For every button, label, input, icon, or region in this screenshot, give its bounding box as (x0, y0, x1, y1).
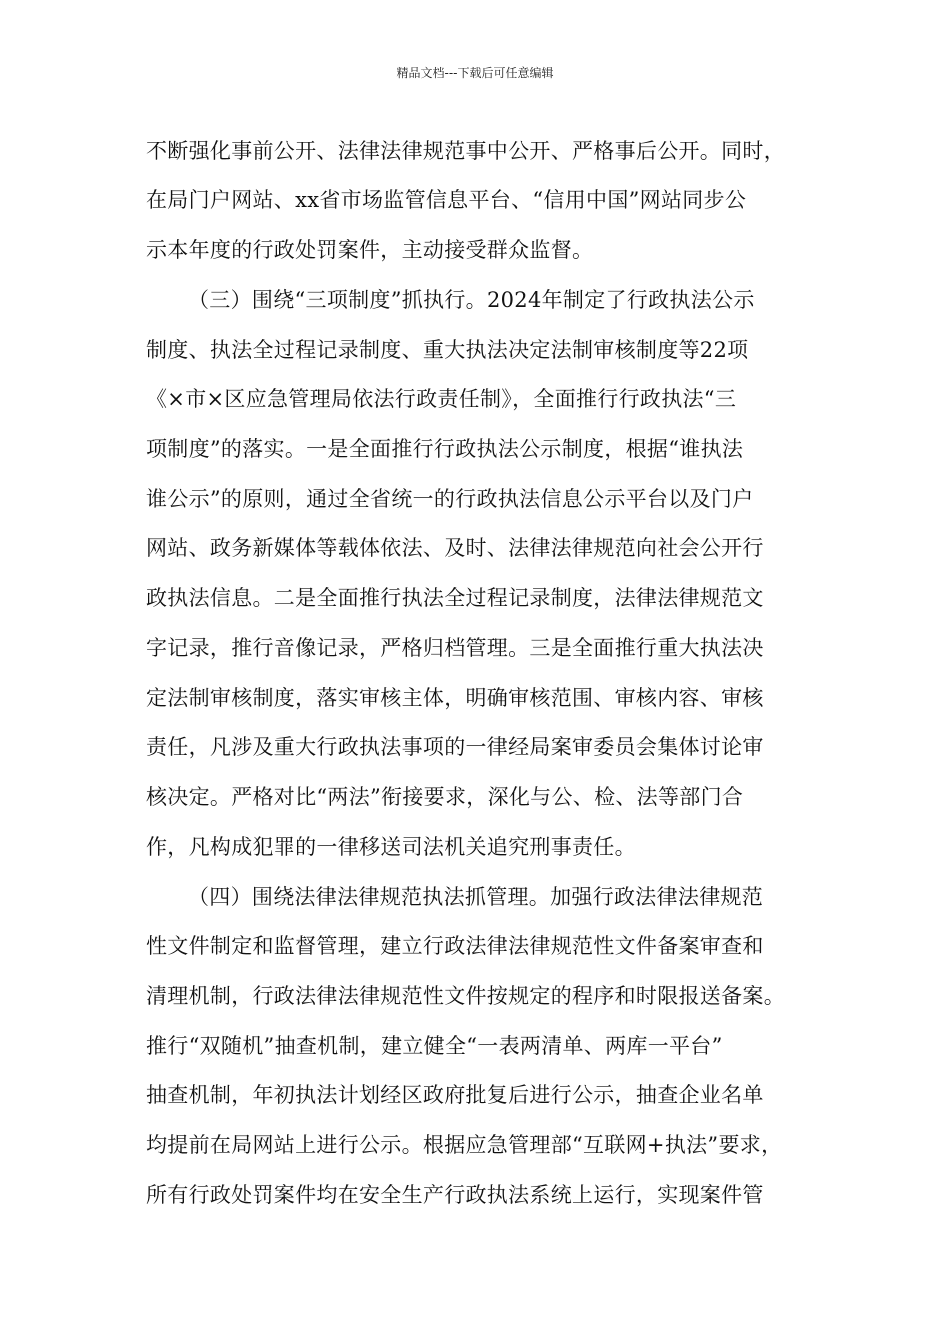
text-line: 政执法信息。二是全面推行执法全过程记录制度，法律法律规范文 (146, 586, 764, 610)
text-line: 谁公示”的原则，通过全省统一的行政执法信息公示平台以及门户 (146, 487, 754, 511)
text-line: 制度、执法全过程记录制度、重大执法决定法制审核制度等22项 (146, 338, 749, 362)
paragraph-3-first-line: （三）围绕“三项制度”抓执行。2024年制定了行政执法公示 (188, 288, 755, 312)
text-line: 字记录，推行音像记录，严格归档管理。三是全面推行重大执法决 (146, 636, 764, 660)
text-line: 不断强化事前公开、法律法律规范事中公开、严格事后公开。同时， (146, 139, 785, 163)
text-line: 所有行政处罚案件均在安全生产行政执法系统上运行，实现案件管 (146, 1183, 764, 1207)
text-line: 清理机制，行政法律法律规范性文件按规定的程序和时限报送备案。 (146, 984, 785, 1008)
text-line: 性文件制定和监督管理，建立行政法律法律规范性文件备案审查和 (146, 934, 764, 958)
text-line: 推行“双随机”抽查机制，建立健全“一表两清单、两库一平台” (146, 1034, 723, 1058)
text-line: 抽查机制，年初执法计划经区政府批复后进行公示，抽查企业名单 (146, 1083, 764, 1107)
text-line: 作，凡构成犯罪的一律移送司法机关追究刑事责任。 (146, 835, 636, 859)
text-line: 《×市×区应急管理局依法行政责任制》，全面推行行政执法“三 (146, 387, 737, 411)
text-line: 网站、政务新媒体等载体依法、及时、法律法律规范向社会公开行 (146, 536, 764, 560)
text-line: 核决定。严格对比“两法”衔接要求，深化与公、检、法等部门合 (146, 785, 744, 809)
text-line: 均提前在局网站上进行公示。根据应急管理部“互联网+执法”要求， (146, 1133, 783, 1157)
text-line: 项制度”的落实。一是全面推行行政执法公示制度，根据“谁执法 (146, 437, 744, 461)
text-line: 示本年度的行政处罚案件，主动接受群众监督。 (146, 238, 594, 262)
text-line: 在局门户网站、xx省市场监管信息平台、“信用中国”网站同步公 (146, 188, 747, 212)
text-line: 定法制审核制度，落实审核主体，明确审核范围、审核内容、审核 (146, 686, 764, 710)
page-header: 精品文档---下载后可任意编辑 (396, 66, 554, 80)
text-line: 责任，凡涉及重大行政执法事项的一律经局案审委员会集体讨论审 (146, 735, 764, 759)
paragraph-4-first-line: （四）围绕法律法律规范执法抓管理。加强行政法律法律规范 (188, 885, 764, 909)
